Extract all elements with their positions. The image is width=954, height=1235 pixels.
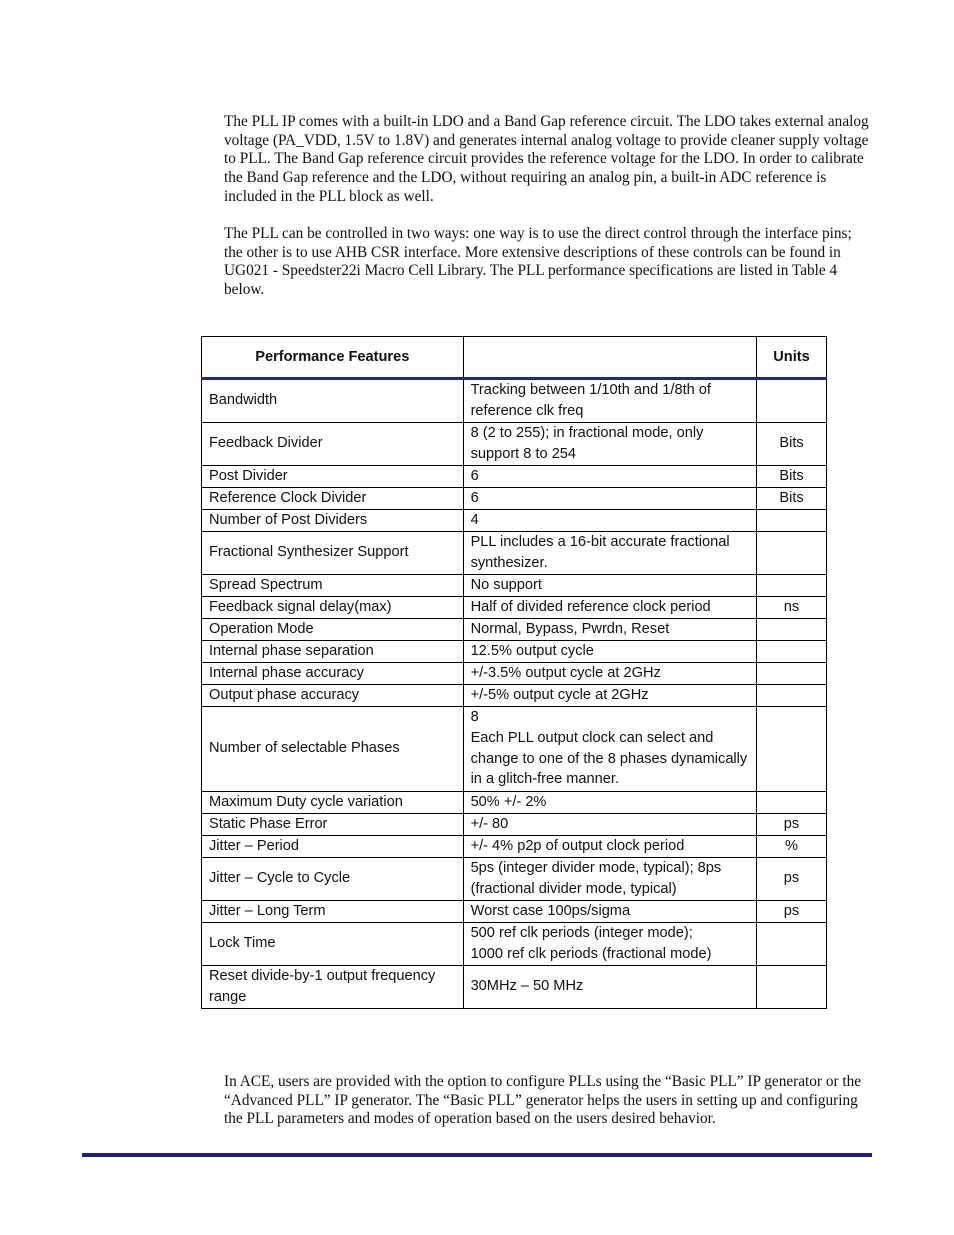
intro-paragraph-control: The PLL can be controlled in two ways: one way is to use the direct control through the interface pins; the other is to use AHB CSR interface. More extensive descriptions of these controls can be found in UG021 - Speedster22i Macro Cell Library. The PLL performance specifications are listed in Table 4 below. xyxy=(224,225,852,299)
feature-cell: Internal phase accuracy xyxy=(202,662,464,684)
value-cell: +/-5% output cycle at 2GHz xyxy=(463,684,756,706)
feature-cell: Operation Mode xyxy=(202,618,464,640)
table-row xyxy=(202,835,827,857)
table-row xyxy=(202,422,827,465)
units-cell: ps xyxy=(757,900,827,922)
header-performance-features: Performance Features xyxy=(202,337,464,379)
value-cell: 8 (2 to 255); in fractional mode, only support 8 to 254 xyxy=(463,422,756,465)
feature-cell: Feedback signal delay(max) xyxy=(202,596,464,618)
table-row xyxy=(202,531,827,574)
value-cell: 50% +/- 2% xyxy=(463,791,756,813)
units-cell xyxy=(757,965,827,1008)
value-cell: Normal, Bypass, Pwrdn, Reset xyxy=(463,618,756,640)
value-cell: Tracking between 1/10th and 1/8th of reference clk freq xyxy=(463,379,756,423)
feature-cell: Fractional Synthesizer Support xyxy=(202,531,464,574)
pll-performance-table xyxy=(201,336,827,1009)
value-cell: 500 ref clk periods (integer mode); 1000 ref clk periods (fractional mode) xyxy=(463,922,756,965)
feature-cell: Internal phase separation xyxy=(202,640,464,662)
table-row xyxy=(202,813,827,835)
table-row xyxy=(202,965,827,1008)
table-row xyxy=(202,596,827,618)
table-row xyxy=(202,900,827,922)
table-row xyxy=(202,684,827,706)
feature-cell: Spread Spectrum xyxy=(202,574,464,596)
table-row xyxy=(202,509,827,531)
value-cell: 6 xyxy=(463,487,756,509)
feature-cell: Number of selectable Phases xyxy=(202,706,464,791)
units-cell xyxy=(757,922,827,965)
feature-cell: Jitter – Period xyxy=(202,835,464,857)
feature-cell: Jitter – Cycle to Cycle xyxy=(202,857,464,900)
table-row xyxy=(202,618,827,640)
units-cell xyxy=(757,531,827,574)
feature-cell: Lock Time xyxy=(202,922,464,965)
table-row xyxy=(202,791,827,813)
feature-cell: Post Divider xyxy=(202,465,464,487)
table-body xyxy=(202,379,827,1009)
units-cell xyxy=(757,574,827,596)
value-cell: No support xyxy=(463,574,756,596)
units-cell: ns xyxy=(757,596,827,618)
table-row xyxy=(202,379,827,423)
feature-cell: Maximum Duty cycle variation xyxy=(202,791,464,813)
table-row xyxy=(202,487,827,509)
value-cell: +/-3.5% output cycle at 2GHz xyxy=(463,662,756,684)
units-cell xyxy=(757,379,827,423)
value-cell: +/- 4% p2p of output clock period xyxy=(463,835,756,857)
units-cell: % xyxy=(757,835,827,857)
units-cell xyxy=(757,706,827,791)
table-row xyxy=(202,857,827,900)
value-cell: 8 Each PLL output clock can select and change to one of the 8 phases dynamically in a glitch-free manner. xyxy=(463,706,756,791)
value-cell: Half of divided reference clock period xyxy=(463,596,756,618)
units-cell xyxy=(757,618,827,640)
units-cell: Bits xyxy=(757,487,827,509)
ace-paragraph: In ACE, users are provided with the option to configure PLLs using the “Basic PLL” IP generator or the “Advanced PLL” IP generator. The “Basic PLL” generator helps the users in setting up and configuring the PLL parameters and modes of operation based on the users desired behavior. xyxy=(224,1073,862,1128)
header-units: Units xyxy=(757,337,827,379)
intro-paragraph-ldo: The PLL IP comes with a built-in LDO and a Band Gap reference circuit. The LDO takes external analog voltage (PA_VDD, 1.5V to 1.8V) and generates internal analog voltage to provide cleaner supply voltage to PLL. The Band Gap reference circuit provides the reference voltage for the LDO. In order to calibrate the Band Gap reference and the LDO, without requiring an analog pin, a built-in ADC reference is included in the PLL block as well. xyxy=(224,113,869,205)
feature-cell: Output phase accuracy xyxy=(202,684,464,706)
table-row xyxy=(202,640,827,662)
footer-rule xyxy=(82,1153,872,1157)
table-header-row xyxy=(202,337,827,379)
feature-cell: Jitter – Long Term xyxy=(202,900,464,922)
units-cell: ps xyxy=(757,813,827,835)
value-cell: 4 xyxy=(463,509,756,531)
feature-cell: Static Phase Error xyxy=(202,813,464,835)
value-cell: 5ps (integer divider mode, typical); 8ps (fractional divider mode, typical) xyxy=(463,857,756,900)
units-cell xyxy=(757,640,827,662)
value-cell: +/- 80 xyxy=(463,813,756,835)
units-cell xyxy=(757,662,827,684)
table-row xyxy=(202,465,827,487)
units-cell: ps xyxy=(757,857,827,900)
table-row xyxy=(202,706,827,791)
units-cell xyxy=(757,509,827,531)
units-cell xyxy=(757,684,827,706)
feature-cell: Feedback Divider xyxy=(202,422,464,465)
value-cell: 6 xyxy=(463,465,756,487)
feature-cell: Bandwidth xyxy=(202,379,464,423)
value-cell: 12.5% output cycle xyxy=(463,640,756,662)
feature-cell: Reset divide-by-1 output frequency range xyxy=(202,965,464,1008)
value-cell: PLL includes a 16-bit accurate fractional synthesizer. xyxy=(463,531,756,574)
value-cell: 30MHz – 50 MHz xyxy=(463,965,756,1008)
table-row xyxy=(202,574,827,596)
table-row xyxy=(202,922,827,965)
units-cell: Bits xyxy=(757,465,827,487)
value-cell: Worst case 100ps/sigma xyxy=(463,900,756,922)
header-value xyxy=(463,337,756,379)
feature-cell: Number of Post Dividers xyxy=(202,509,464,531)
feature-cell: Reference Clock Divider xyxy=(202,487,464,509)
table-row xyxy=(202,662,827,684)
units-cell xyxy=(757,791,827,813)
units-cell: Bits xyxy=(757,422,827,465)
